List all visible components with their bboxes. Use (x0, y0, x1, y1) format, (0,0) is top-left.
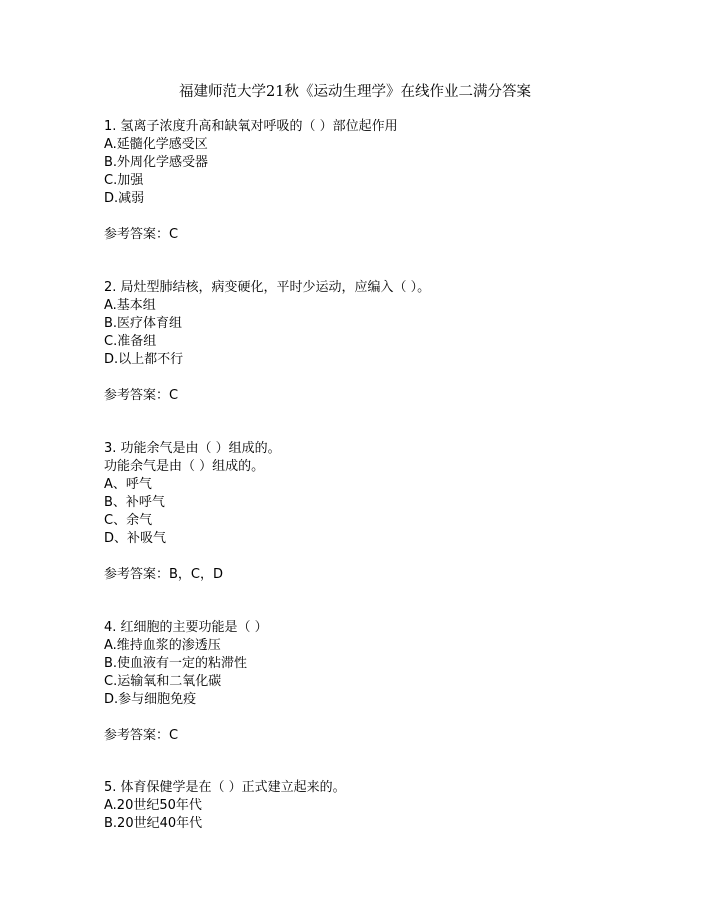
option-b: B.20世纪40年代 (104, 816, 203, 831)
option-c: C.加强 (104, 173, 144, 188)
document-title: 福建师范大学21秋《运动生理学》在线作业二满分答案 (179, 84, 531, 100)
question-3 (104, 440, 664, 584)
question-stem: 2. 局灶型肺结核，病变硬化，平时少运动，应编入（ ）。 (104, 280, 431, 295)
question-stem: 4. 红细胞的主要功能是（ ） (104, 620, 268, 635)
option-a: A.维持血浆的渗透压 (104, 638, 221, 653)
question-stem: 3. 功能余气是由（ ）组成的。 (104, 441, 281, 456)
option-d: D.以上都不行 (104, 352, 184, 367)
option-d: D、补吸气 (104, 531, 167, 546)
option-a: A.延髓化学感受区 (104, 137, 208, 152)
option-c: C.准备组 (104, 334, 157, 349)
reference-answer: 参考答案：C (104, 227, 179, 242)
option-b: B.医疗体育组 (104, 316, 183, 331)
reference-answer: 参考答案：C (104, 728, 179, 743)
option-d: D.减弱 (104, 191, 145, 206)
option-d: D.参与细胞免疫 (104, 692, 197, 707)
option-c: C、余气 (104, 513, 153, 528)
reference-answer: 参考答案：B，C，D (104, 567, 224, 582)
option-a: A.基本组 (104, 298, 156, 313)
option-a: A.20世纪50年代 (104, 798, 202, 813)
option-b: B.使血液有一定的粘滞性 (104, 656, 248, 671)
question-stem-repeat: 功能余气是由（ ）组成的。 (104, 459, 265, 474)
option-c: C.运输氧和二氧化碳 (104, 674, 222, 689)
question-stem: 1. 氢离子浓度升高和缺氧对呼吸的（ ）部位起作用 (104, 119, 398, 134)
question-5 (104, 779, 664, 833)
question-4 (104, 619, 664, 745)
option-a: A、呼气 (104, 477, 152, 492)
option-b: B.外周化学感受器 (104, 155, 209, 170)
question-2 (104, 279, 664, 405)
question-1 (104, 118, 664, 244)
option-b: B、补呼气 (104, 495, 165, 510)
reference-answer: 参考答案：C (104, 388, 179, 403)
question-stem: 5. 体育保健学是在（ ）正式建立起来的。 (104, 780, 346, 795)
